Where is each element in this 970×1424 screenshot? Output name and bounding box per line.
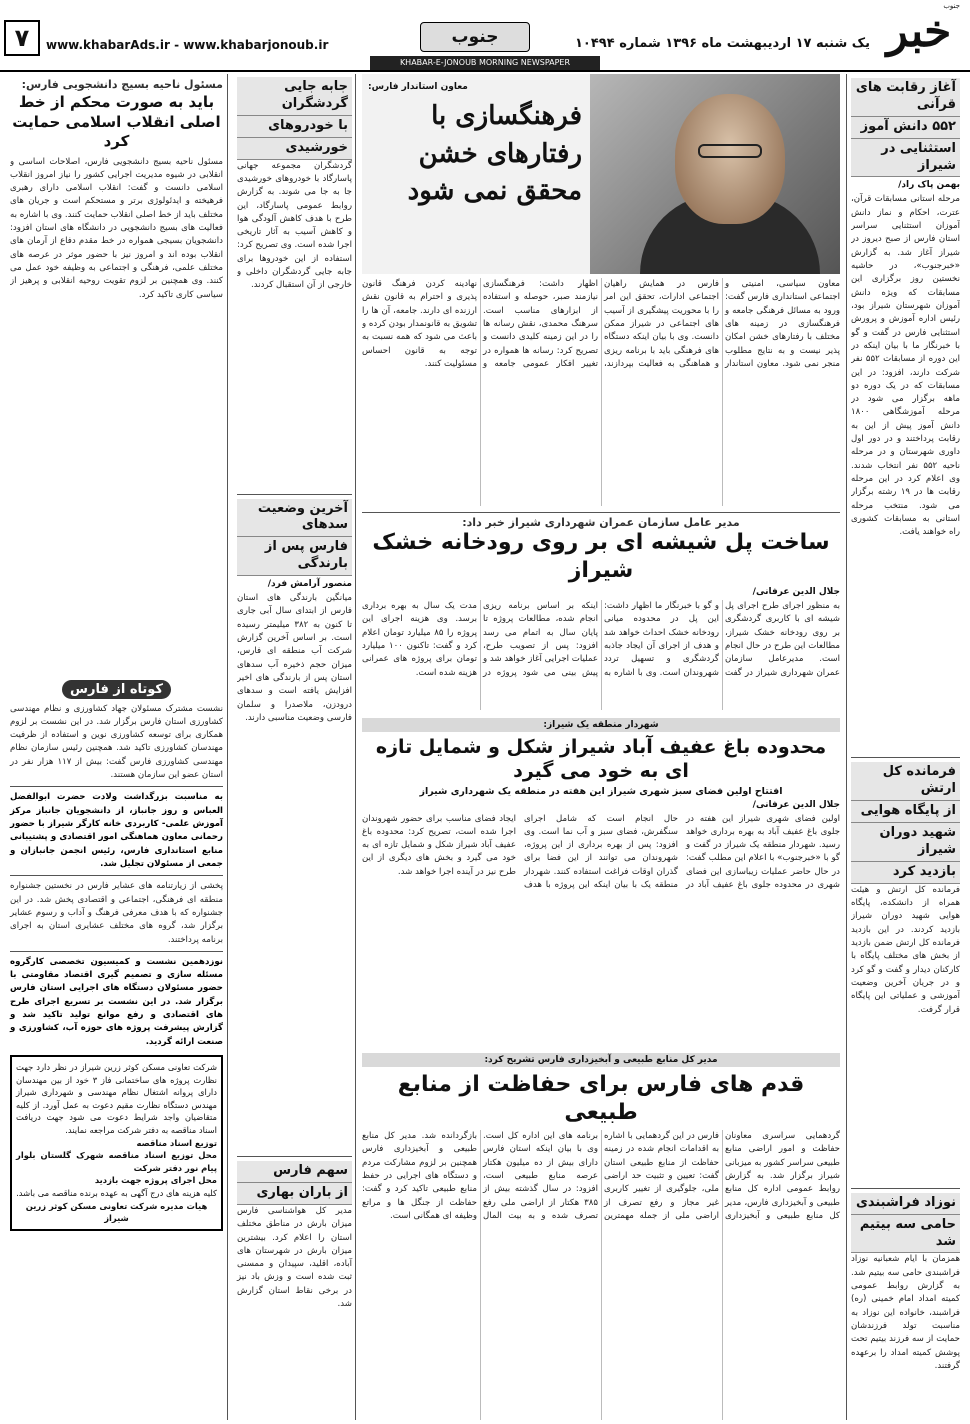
main-news-area [362,74,840,1420]
infant-headline-1: نوزاد فراشبندی [851,1193,960,1215]
afif-abad-story [362,714,840,1044]
story1-author: جلال الدین عرفانی/ [752,587,840,597]
tourist-headline-1: جابه جایی گردشگران [237,77,352,116]
logo-subtitle: جنوب [943,2,960,10]
army-headline-2: از پایگاه هوایی [851,801,960,823]
story1-kicker: مدیر عامل سازمان عمران شهرداری شیراز خبر داد: [462,516,740,529]
portrait-photo [362,74,840,274]
photo-head-shape [675,94,785,224]
story2-headline: محدوده باغ عفیف آباد شیراز شکل و شمایل تازه ای به خود می گیرد [375,736,827,782]
feature-body [362,278,840,506]
feature-kicker: معاون استاندار فارس: [368,82,468,92]
dams-body: میانگین بارندگی های استان فارس از ابتدای سال آبی جاری تا کنون به ۳۸۲ میلیمتر رسیده است. بر اساس آخرین گزارش شرکت آب منطقه ای فارس، میزان حجم ذخیره آب سدهای استان پس از بارندگی های اخیر افزایش یافته است و سدهای درودزن، ملاصدرا و سلمان فارسی وضعیت مناسبی دارند. [237,593,352,723]
short-news-header [10,676,223,703]
middle-news-column [234,74,356,1420]
short-news-4-text: نوزدهمین نشست و کمیسیون تخصصی کارگروه مسئله سازی و تصمیم گیری اقتصاد مقاومتی با حضور مسئولان دستگاه های اجرایی استان فارس برگزار شد. در این نشست بر تسریع اجرای طرح های اقتصادی و رفع موانع تولید تاکید شد و گزارش پیشرفت پروژه های حوزه آب، کشاورزی و صنعت ارائه گردید. [10,956,223,1047]
ad-line-2: محل توزیع اسناد مناقصه شهرک گلستان بلوار پیام نور دفتر شرکت [16,1150,217,1173]
ad-signature: هیات مدیره شرکت تعاونی مسکن کوثر زرین شیراز [25,1200,208,1224]
natural-resources-story [362,1049,840,1420]
divider [851,757,960,758]
quran-body: مرحله استانی مسابقات قرآن، عترت، احکام و نماز دانش آموزان استثنایی سراسر استان فارس از صبح دیروز در شیراز آغاز شد. به گزارش «خبرجنوب»، در حاشیه نخستین روز برگزاری این مسابقات که ویژه دانش آموزان شهرستان شیراز بود، رئیس اداره آموزش و پرورش استثنایی فارس در گفت و گو با خبرنگار ما با بیان اینکه در این دوره از مسابقات ۵۵۲ نفر شرکت دارند، افزود: در این مسابقات که در یک دوره دو ماهه برگزار می شود در مرحله آموزشگاهی ۱۸۰۰ دانش آموز پیش از این به رقابت پرداختند و در دور اول داوری شهرستان و در مرحله ناحیه ۵۵۲ نفر انتخاب شدند. وی اعلام کرد در این مرحله رقابت ها در ۱۹ رشته برگزار می شود. منتخب مرحله استانی به مسابقات کشوری راه خواهند یافت. [851,194,960,538]
tourist-body: گردشگران مجموعه جهانی پاسارگاد با خودروهای خورشیدی جا به جا می شوند. به گزارش روابط عمومی پاسارگاد، این طرح با هدف کاهش آلودگی هوا و کاهش آسیب به آثار تاریخی اجرا شده است. وی تصریح کرد: استفاده از این خودروها برای جابه جایی گردشگران داخلی و خارجی از آن استقبال کردند. [237,160,352,291]
tourist-headline-2: با خودروهای [237,116,352,138]
short-news-2 [10,791,223,871]
short-news-3: پخشی از زیارتنامه های عشایر فارس در نخستین جشنواره منطقه ای فرهنگی، اجتماعی و اقتصادی پخش شد. در این جشنواره که با هدف معرفی فرهنگ و آداب و رسوم عشایر برگزار شد، گروه های مختلف عشایری استان به اجرای برنامه پرداختند. [10,881,223,945]
left-news-column [6,74,228,1420]
page-number: ۷ [4,20,40,56]
ad-footer: کلیه هزینه های درج آگهی به عهده برنده مناقصه می باشد. [16,1188,217,1199]
dams-author: منصور آرامش فرد/ [267,579,352,590]
feature-text: معاون سیاسی، امنیتی و اجتماعی استانداری فارس گفت: ورود به مسائل فرهنگی جامعه و فرهنگسازی در زمینه های مختلف با رفتارهای خشن امکان پذیر نیست و به نتایج مطلوب منجر نمی شود. معاون استاندار فارس در همایش راهیان اجتماعی ادارات، تحقق این امر را با محوریت پیشگیری از آسیب های اجتماعی در شیراز ممکن دانست. وی با بیان اینکه دستگاه های فرهنگی باید با برنامه ریزی و هماهنگی به فعالیت بپردازند، اظهار داشت: فرهنگسازی نیازمند صبر، حوصله و استفاده از ابزارهای مناسب است. سرهنگ محمدی، نقش رسانه ها را در این زمینه کلیدی دانست و تصریح کرد: رسانه ها همواره در تغییر افکار عمومی جامعه و نهادینه کردن فرهنگ قانون پذیری و احترام به قانون نقش ارزنده ای دارند. جامعه، آن ها را تشویق به قانونمدار بودن کرده و باعث می شود که همه نسبت به توجه به قانون احساس مسئولیت کنند. [362,279,840,369]
short-news-badge: کوتاه از فارس [62,680,171,699]
story2-text: اولین فضای شهری شیراز این هفته در جلوی باغ عفیف آباد به بهره برداری خواهد رسید. شهردار منطقه یک شیراز در گفت و گو با «خبرجنوب» با اعلام این مطلب گفت: در حال حاضر عملیات زیباسازی این فضای شهری در محدوده جلوی باغ عفیف آباد در حال انجام است که شامل اجرای سنگفرش، فضای سبز و آب نما است. وی افزود: پس از بهره برداری از این پروژه، شهروندان می توانند از این فضا برای گذران اوقات فراغت استفاده کنند. شهردار منطقه یک با بیان اینکه این پروژه با هدف ایجاد فضای مناسب برای حضور شهروندان اجرا شده است، تصریح کرد: محدوده باغ عفیف آباد شیراز شکل و شمایل تازه ای به خود می گیرد و بخش های دیگری از این طرح نیز در آینده اجرا خواهد شد. [362,813,840,891]
ad-line-1: توزیع اسناد مناقصه [136,1137,217,1148]
masthead [0,0,970,72]
basij-kicker: مسئول ناحیه بسیج دانشجویی فارس: [21,78,223,91]
story3-text: گردهمایی سراسری معاونان حفاظت و امور اراضی منابع طبیعی سراسر کشور به میزبانی شیراز برگزار شد. به گزارش روابط عمومی اداره کل منابع طبیعی و آبخیزداری فارس، مدیر کل منابع طبیعی و آبخیزداری فارس در این گردهمایی با اشاره به اقدامات انجام شده در زمینه حفاظت از منابع طبیعی استان گفت: تعیین و تثبیت حد اراضی ملی، جلوگیری از تغییر کاربری غیر مجاز و رفع تصرف از اراضی ملی از جمله مهمترین برنامه های این اداره کل است. وی با بیان اینکه استان فارس دارای بیش از ده میلیون هکتار عرصه منابع طبیعی است، افزود: در سال گذشته بیش از ۳۸۵ هکتار از اراضی ملی رفع تصرف شده و به بیت المال بازگردانده شد. مدیر کل منابع طبیعی و آبخیزداری فارس همچنین بر لزوم مشارکت مردم و دستگاه های اجرایی در حفظ منابع طبیعی تاکید کرد و گفت: حفاظت از جنگل ها و مراتع وظیفه ای همگانی است. [362,1131,840,1221]
tender-advertisement [10,1055,223,1231]
divider [851,1188,960,1189]
section-label: جنوب [420,22,530,52]
photo-glasses-shape [698,144,762,158]
divider [10,875,223,876]
infant-headline-2: حامی سه بیتیم شد [851,1215,960,1254]
feature-headline: فرهنگسازی با رفتارهای خشن محقق نمی شود [407,101,582,207]
short-news-4 [10,956,223,1049]
newspaper-logo[interactable]: خبر [886,6,952,57]
website-urls[interactable]: www.khabarAds.ir - www.khabarjonoub.ir [46,38,329,52]
army-headline-4: بازدید کرد [851,862,960,884]
story2-band: شهردار منطقه یک شیراز: [362,718,840,732]
rain-headline-1: سهم فارس [237,1161,352,1183]
quran-headline-3: استثنایی در شیراز [851,139,960,178]
divider [10,786,223,787]
basij-body: مسئول ناحیه بسیج دانشجویی فارس، اصلاحات اساسی و انقلابی در شیوه مدیریت اجرایی کشور را نیاز امروز انقلاب اسلامی دانست و گفت: انقلاب اسلامی دارای رهبری فرهیخته و ایدئولوژی برتر و مستحکم است و جریان های مختلف باید از خط اصلی انقلاب حمایت کنند. وی با اشاره به فعالیت های بسیج دانشجویی در دانشگاه های استان افزود: دانشجویان بسیجی همواره در خط مقدم دفاع از آرمان های انقلاب بوده اند و امروز نیز با حضور موثر در عرصه های مختلف علمی، فرهنگی و اجتماعی به وظیفه خود عمل می کنند. وی همچنین بر لزوم تقویت روحیه انقلابی و پرهیز از سیاسی کاری تاکید کرد. [10,156,223,300]
story3-band: مدیر کل منابع طبیعی و آبخیزداری فارس تشریح کرد: [362,1053,840,1067]
quran-headline-2: ۵۵۲ دانش آموز [851,117,960,139]
divider [10,951,223,952]
story2-body [362,813,840,1043]
infant-body: همزمان با ایام شعبانیه نوزاد فراشبندی حامی سه بیتیم شد. به گزارش روابط عمومی کمیته امداد امام خمینی (ره) فراشبند، خانواده این نوزاد به مناسبت تولد فرزندشان حمایت از سه فرزند بیتیم تحت پوشش کمیته امداد را برعهده گرفتند. [851,1254,960,1371]
story2-subheadline: افتتاح اولین فضای سبز شهری شیراز این هفته در منطقه یک شهرداری شیراز [419,785,783,797]
rain-headline-2: از باران بهاری [237,1183,352,1205]
story1-headline: ساخت پل شیشه ای بر روی رودخانه خشک شیراز [372,530,830,583]
glass-bridge-story [362,512,840,710]
army-headline-3: شهید دوران شیراز [851,823,960,862]
issue-date-line: یک شنبه ۱۷ اردیبهشت ماه ۱۳۹۶ شماره ۱۰۴۹۴ [575,36,870,51]
quran-author: بهمن پاک راد/ [898,180,960,191]
story1-body [362,600,840,710]
divider [237,494,352,495]
basij-headline: باید به صورت محکم از خط اصلی انقلاب اسلامی حمایت کرد [12,93,221,150]
story1-text: به منظور اجرای طرح اجرای پل شیشه ای با کاربری گردشگری بر روی رودخانه خشک شیراز، مطالعات این طرح در حال انجام است. مدیرعامل سازمان عمران شهرداری شیراز در گفت و گو با خبرنگار ما اظهار داشت: این پل در محدوده میانی رودخانه خشک احداث خواهد شد و هدف از اجرای آن ایجاد جاذبه گردشگری و تسهیل تردد شهروندان است. وی با اشاره به اینکه بر اساس برنامه ریزی انجام شده، مطالعات پروژه تا پایان سال به اتمام می رسد افزود: پس از تصویب طرح، عملیات اجرایی آغاز خواهد شد و پیش بینی می شود پروژه در مدت یک سال به بهره برداری برسد. وی هزینه اجرای این پروژه را ۸۵ میلیارد تومان اعلام کرد و گفت: تاکنون ۱۰۰ میلیارد تومان برای پروژه های عمرانی هزینه شده است. [362,601,840,678]
photo-frame [590,74,840,274]
army-headline-1: فرمانده کل ارتش [851,762,960,801]
army-body: فرمانده کل ارتش و هیئت همراه از دانشکده، پایگاه هوایی شهید دوران شیراز بازدید کردند. در این بازدید فرمانده کل ارتش ضمن بازدید از بخش های مختلف پایگاه با کارکنان دیدار و گفت و گو کرد و در جریان آخرین وضعیت آموزشی و عملیاتی این پایگاه قرار گرفت. [851,884,960,1015]
ad-text: شرکت تعاونی مسکن کوثر زرین شیراز در نظر دارد جهت نظارت پروژه های ساختمانی فاز ۳ خود از بین مهندسان دارای پروانه اشتغال نظام مهندسی و شهرداری شیراز مهندس دستگاه نظارت مقیم دعوت به عمل آورد. از کلیه متقاضیان واجد شرایط دعوت می شود جهت دریافت اسناد مناقصه به دفتر شرکت مراجعه نمایند. [16,1062,217,1136]
story3-headline: قدم های فارس برای حفاظت از منابع طبیعی [397,1072,805,1125]
rain-body: مدیر کل هواشناسی فارس میزان بارش در مناطق مختلف استان را اعلام کرد. بیشترین میزان بارش در شهرستان های آباده، اقلید، سپیدان و ممسنی ثبت شده است و وزش باد نیز در برخی نقاط استان گزارش شد. [237,1205,352,1310]
short-news-2-text: به مناسبت بزرگداشت ولادت حضرت ابوالفضل العباس و روز جانباز، از دانشجویان جانباز مرکز آموزش علمی- کاربردی خانه کارگر شیراز با حضور رحمانی معاون هماهنگی امور اقتصادی و پشتیبانی منابع استانداری فارس، رئیس انجمن جانبازان و جمعی از مسئولان تجلیل شد. [10,792,223,869]
right-news-column [846,74,964,1420]
divider [237,1156,352,1157]
tourist-headline-3: خورشیدی [237,138,352,160]
dams-headline-2: فارس پس از بارندگی [237,537,352,576]
short-news-1: نشست مشترک مسئولان جهاد کشاورزی و نظام مهندسی کشاورزی استان فارس برگزار شد. در این نشست بر لزوم همکاری برای توسعه کشاورزی نوین و استفاده از ظرفیت مهندسان کشاورزی تاکید شد. همچنین رئیس سازمان نظام مهندسی کشاورزی فارس گفت: بیش از ۱۱۷ هزار نفر در استان عضو این سازمان هستند. [10,703,224,781]
english-banner: KHABAR-E-JONOUB MORNING NEWSPAPER [370,56,600,70]
story3-body [362,1130,840,1420]
dams-headline-1: آخرین وضعیت سدهای [237,499,352,538]
quran-headline-1: آغاز رقابت های قرآنی [851,78,960,117]
story2-author: جلال الدین عرفانی/ [752,799,840,810]
ad-line-3: محل اجرای پروژه جهت بازدید [94,1175,217,1186]
